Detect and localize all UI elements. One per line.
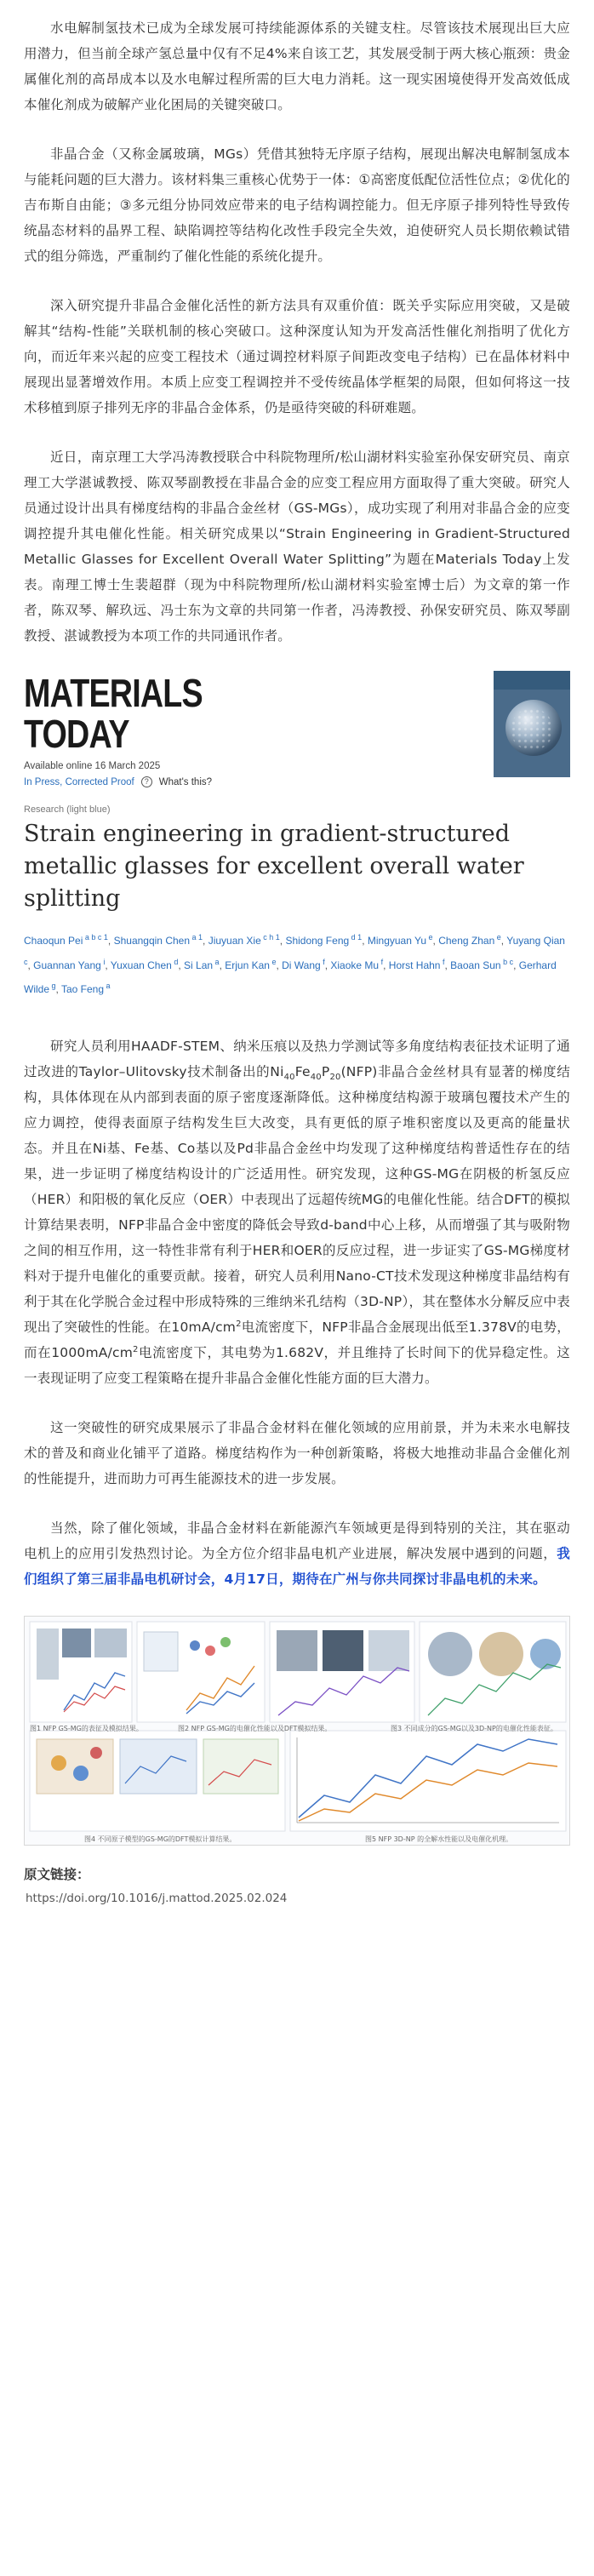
figure-caption-3: 图3 不同成分的GS-MG以及3D-NP的电催化性能表征。 (391, 1725, 557, 1732)
author-separator: , (324, 959, 331, 971)
author-item[interactable] (285, 935, 362, 947)
author-item[interactable] (438, 935, 501, 947)
author-separator: , (105, 959, 111, 971)
author-affiliation: g (49, 982, 56, 990)
whats-this-link[interactable]: What's this? (158, 776, 213, 787)
author-affiliation: e (426, 933, 433, 942)
author-name[interactable]: Gerhard Wilde (24, 959, 557, 995)
author-separator: , (27, 959, 34, 971)
author-separator: , (500, 935, 507, 947)
paper-title: Strain engineering in gradient-structured metallic glasses for excellent overall water splitting (24, 821, 524, 912)
research-tag: Research (light blue) (24, 804, 111, 815)
author-item[interactable] (450, 959, 513, 971)
author-separator: , (55, 983, 61, 995)
journal-logo: MATERIALS TODAY (24, 671, 203, 756)
journal-cover-image (494, 671, 570, 777)
paragraph-results: 研究人员利用HAADF-STEM、纳米压痕以及热力学测试等多角度结构表征技术证明了通过改进的Taylor–Ulitovsky技术制备出的$Ni_{40}Fe_{40}P_{20}(NFP)$非晶合金丝材具有显著的梯度结构，具体体现在从内部到表面的原子密度逐渐降低。这种梯度结构源于玻璃包覆技术产生的应力调控，使得表面原子结构发生巨大改变，具有更低的原子堆积密度以及更高的能量状态。并且在Ni基、Fe基、Co基以及Pd非晶合金丝中均发现了这种梯度结构普适性存在的结果，进一步证明了梯度结构设计的广泛适用性。研究发现，这种GS-MG在阴极的析氢反应（HER）和阳极的氧化反应（OER）中表现出了远超传统MG的电催化性能。结合DFT的模拟计算结果表明，NFP非晶合金中密度的降低会导致d-band中心上移，从而增强了其与吸附物之间的相互作用，这一特性非常有利于HER和OER的反应过程，进一步证实了GS-MG梯度材料对于提升电催化的重要贡献。接着，研究人员利用Nano-CT技术发现这种梯度非晶结构有利于其在化学脱合金过程中形成特殊的三维纳米孔结构（3D-NP），其在整体水分解反应中表现出了突破性的性能。在$10mA/cm^2$电流密度下，NFP非晶合金展现出低至1.378V的电势，而在$1000mA/cm^2$电流密度下，其电势为1.682V，并且维持了长时间下的优异稳定性。这一表现证明了应变工程策略在提升非晶合金催化性能方面的巨大潜力。 (24, 1039, 571, 1386)
author-name[interactable]: Yuyang Qian (506, 935, 565, 947)
author-separator: , (362, 935, 368, 947)
result-figure-collage (24, 1616, 570, 1846)
author-name[interactable]: Chaoqun Pei (24, 935, 83, 947)
author-affiliation: f (379, 958, 384, 966)
author-item[interactable] (282, 959, 325, 971)
author-item[interactable] (330, 959, 383, 971)
author-affiliation: c h 1 (260, 933, 280, 942)
event-highlight: 我们组织了第三届非晶电机研讨会，4月17日，期待在广州与你共同探讨非晶电机的未来。 (24, 1546, 570, 1587)
author-separator: , (444, 959, 451, 971)
author-separator: , (383, 959, 389, 971)
author-separator: , (276, 959, 283, 971)
author-name[interactable]: Di Wang (282, 959, 321, 971)
author-separator: , (107, 935, 114, 947)
paper-header (24, 673, 570, 999)
figure-caption-2: 图2 NFP GS-MG的电催化性能以及DFT模拟结果。 (178, 1725, 332, 1732)
author-name[interactable]: Horst Hahn (388, 959, 441, 971)
figure-caption-1: 图1 NFP GS-MG的表征及模拟结果。 (30, 1725, 143, 1732)
author-name[interactable]: Shuangqin Chen (113, 935, 191, 947)
author-affiliation: c (24, 958, 28, 966)
author-name[interactable]: Tao Feng (60, 983, 105, 995)
author-separator: , (178, 959, 185, 971)
author-affiliation: i (100, 958, 106, 966)
author-item[interactable] (61, 983, 111, 995)
author-item[interactable] (33, 959, 105, 971)
source-link-url[interactable]: https://doi.org/10.1016/j.mattod.2025.02.024 (26, 1892, 288, 1905)
author-affiliation: a 1 (190, 933, 203, 942)
paragraph-event: 当然，除了催化领域，非晶合金材料在新能源汽车领域更是得到特别的关注，其在驱动电机上的应用引发热烈讨论。为全方位介绍非晶电机产业进展，解决发展中遇到的问题，我们组织了第三届非晶电机研讨会，4月17日，期待在广州与你共同探讨非晶电机的未来。 (24, 1520, 570, 1587)
paragraph-intro: 水电解制氢技术已成为全球发展可持续能源体系的关键支柱。尽管该技术展现出巨大应用潜力，但当前全球产氢总量中仅有不足4%来自该工艺，其发展受制于两大核心瓶颈：贵金属催化剂的高昂成本以及水电解过程所需的巨大电力消耗。这一现实困境使得开发高效低成本催化剂成为破解产业化困局的关键突破口。 (24, 20, 570, 112)
author-name[interactable]: Jiuyuan Xie (208, 935, 261, 947)
author-affiliation: e (494, 933, 501, 942)
author-item[interactable] (368, 935, 433, 947)
figure-caption-5: 图5 NFP 3D-NP 的全解水性能以及电催化机理。 (365, 1835, 513, 1843)
in-press-line (24, 776, 242, 787)
available-online: Available online 16 March 2025 (24, 761, 161, 771)
author-item[interactable] (225, 959, 276, 971)
author-name[interactable]: Yuxuan Chen (110, 959, 172, 971)
author-affiliation: f (320, 958, 325, 966)
paragraph-outlook: 这一突破性的研究成果展示了非晶合金材料在催化领域的应用前景，并为未来水电解技术的普及和商业化铺平了道路。梯度结构作为一种创新策略，将极大地推动非晶合金催化剂的性能提升，进而助力可再生能源技术的进一步发展。 (24, 1420, 570, 1486)
author-affiliation: f (440, 958, 445, 966)
author-separator: , (203, 935, 208, 947)
author-separator: , (279, 935, 286, 947)
author-item[interactable] (114, 935, 203, 947)
author-name[interactable]: Si Lan (184, 959, 214, 971)
author-separator: , (219, 959, 226, 971)
author-affiliation: d 1 (349, 933, 363, 942)
author-affiliation: b c (500, 958, 514, 966)
author-name[interactable]: Cheng Zhan (438, 935, 495, 947)
paragraph-metallic-glass: 非晶合金（又称金属玻璃，MGs）凭借其独特无序原子结构，展现出解决电解制氢成本与能耗问题的巨大潜力。该材料集三重核心优势于一体：①高密度低配位活性位点；②优化的吉布斯自由能；③多元组分协同效应带来的电子结构调控能力。但无序原子排列特性导致传统晶态材料的晶界工程、缺陷调控等结构化改性手段完全失效，迫使研究人员长期依赖试错式的组分筛选，严重制约了催化性能的系统化提升。 (24, 146, 570, 264)
author-name[interactable]: Shidong Feng (285, 935, 350, 947)
in-press-link[interactable]: In Press, Corrected Proof (24, 776, 134, 787)
author-item[interactable] (24, 935, 108, 947)
author-affiliation: a b c 1 (83, 933, 108, 942)
author-list (24, 927, 570, 999)
author-item[interactable] (389, 959, 445, 971)
author-name[interactable]: Erjun Kan (225, 959, 270, 971)
author-affiliation: d (171, 958, 179, 966)
author-separator: , (513, 959, 519, 971)
paragraph-strain-engineering: 深入研究提升非晶合金催化活性的新方法具有双重价值：既关乎实际应用突破，又是破解其“结构-性能”关联机制的核心突破口。这种深度认知为开发高活性催化剂指明了优化方向，而近年来兴起的应变工程技术（通过调控材料原子间距改变电子结构）已在晶体材料中展现出显著增效作用。本质上应变工程调控并不受传统晶体学框架的局限，但如何将这一技术移植到原子排列无序的非晶合金体系，仍是亟待突破的科研难题。 (24, 298, 570, 415)
author-affiliation: a (104, 982, 111, 990)
author-affiliation: a (213, 958, 220, 966)
source-link-label: 原文链接： (24, 1867, 90, 1882)
author-name[interactable]: Guannan Yang (33, 959, 101, 971)
author-name[interactable]: Mingyuan Yu (367, 935, 427, 947)
author-item[interactable] (111, 959, 179, 971)
author-separator: , (432, 935, 439, 947)
figure-caption-4: 图4 不同原子模型的GS-MG的DFT模拟计算结果。 (84, 1835, 237, 1843)
question-icon[interactable]: ? (141, 776, 152, 787)
author-affiliation: e (269, 958, 277, 966)
author-name[interactable]: Baoan Sun (450, 959, 501, 971)
author-name[interactable]: Xiaoke Mu (330, 959, 380, 971)
author-item[interactable] (208, 935, 280, 947)
author-item[interactable] (184, 959, 220, 971)
paragraph-team: 近日，南京理工大学冯涛教授联合中科院物理所/松山湖材料实验室孙保安研究员、南京理工大学湛诚教授、陈双琴副教授在非晶合金的应变工程应用方面取得了重大突破。研究人员通过设计出具有梯度结构的非晶合金丝材（GS-MGs），成功实现了利用对非晶合金的应变调控提升其电催化性能。相关研究成果以“Strain Engineering in Gradient-Structured Metallic Glasses for Excellent Overall Water Splitting”为题在Materials Today上发表。南理工博士生裴超群（现为中科院物理所/松山湖材料实验室博士后）为文章的第一作者，陈双琴、解玖远、冯士东为文章的共同第一作者，冯涛教授、孙保安研究员、陈双琴副教授、湛诚教授为本项工作的共同通讯作者。 (24, 449, 570, 644)
